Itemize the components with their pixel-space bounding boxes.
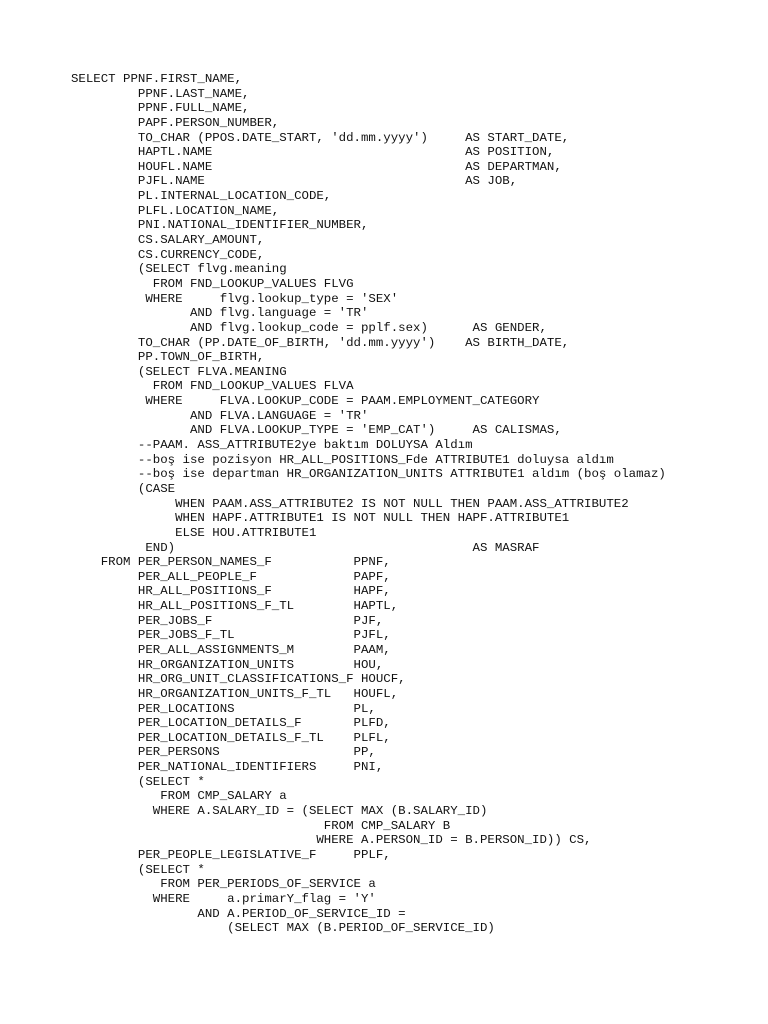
code-line: WHEN PAAM.ASS_ATTRIBUTE2 IS NOT NULL THEN PAAM.ASS_ATTRIBUTE2 [71,496,629,511]
code-line: CS.SALARY_AMOUNT, [71,233,265,248]
code-line: PPNF.FULL_NAME, [71,101,250,116]
code-line: FROM CMP_SALARY a [71,789,287,804]
code-line: PJFL.NAME AS JOB, [71,174,518,189]
code-line: HOUFL.NAME AS DEPARTMAN, [71,159,562,174]
code-line: (CASE [71,481,176,496]
code-line: PER_JOBS_F PJF, [71,613,384,628]
code-line: (SELECT * [71,862,205,877]
code-line: FROM FND_LOOKUP_VALUES FLVG [71,276,354,291]
code-line: (SELECT MAX (B.PERIOD_OF_SERVICE_ID) [71,921,495,936]
code-line: AND A.PERIOD_OF_SERVICE_ID = [71,906,406,921]
code-line: FROM PER_PERSON_NAMES_F PPNF, [71,555,391,570]
code-line: PL.INTERNAL_LOCATION_CODE, [71,189,332,204]
code-line: TO_CHAR (PP.DATE_OF_BIRTH, 'dd.mm.yyyy') AS BIRTH_DATE, [71,335,570,350]
code-line: HR_ORGANIZATION_UNITS HOU, [71,657,384,672]
code-line: PER_PERSONS PP, [71,745,376,760]
code-line: HR_ALL_POSITIONS_F_TL HAPTL, [71,599,399,614]
code-line: AND FLVA.LOOKUP_TYPE = 'EMP_CAT') AS CALISMAS, [71,423,562,438]
code-line: PER_LOCATIONS PL, [71,701,376,716]
code-line: FROM PER_PERIODS_OF_SERVICE a [71,877,376,892]
code-line: (SELECT flvg.meaning [71,262,287,277]
code-line: (SELECT * [71,774,205,789]
code-line: PLFL.LOCATION_NAME, [71,203,280,218]
code-line: (SELECT FLVA.MEANING [71,364,287,379]
code-line: --boş ise pozisyon HR_ALL_POSITIONS_Fde ATTRIBUTE1 doluysa aldım [71,452,614,467]
code-line: TO_CHAR (PPOS.DATE_START, 'dd.mm.yyyy') AS START_DATE, [71,130,570,145]
code-line: HR_ORGANIZATION_UNITS_F_TL HOUFL, [71,686,399,701]
code-line: WHERE FLVA.LOOKUP_CODE = PAAM.EMPLOYMENT_CATEGORY [71,394,540,409]
code-line: PPNF.LAST_NAME, [71,86,250,101]
code-line: PER_LOCATION_DETAILS_F PLFD, [71,716,391,731]
code-line: PER_NATIONAL_IDENTIFIERS PNI, [71,760,384,775]
code-line: PER_ALL_PEOPLE_F PAPF, [71,569,391,584]
code-line: WHERE A.SALARY_ID = (SELECT MAX (B.SALARY_ID) [71,804,488,819]
code-line: WHERE A.PERSON_ID = B.PERSON_ID)) CS, [71,833,592,848]
code-line: CS.CURRENCY_CODE, [71,247,265,262]
code-line: PER_PEOPLE_LEGISLATIVE_F PPLF, [71,847,391,862]
code-line: HAPTL.NAME AS POSITION, [71,145,555,160]
code-line: PER_JOBS_F_TL PJFL, [71,628,391,643]
code-line: SELECT PPNF.FIRST_NAME, [71,72,243,86]
code-line: --PAAM. ASS_ATTRIBUTE2ye baktım DOLUYSA Aldım [71,438,473,453]
code-line: AND flvg.lookup_code = pplf.sex) AS GENDER, [71,320,547,335]
code-line: PER_ALL_ASSIGNMENTS_M PAAM, [71,642,391,657]
sql-code-block [71,72,666,936]
code-line: HR_ALL_POSITIONS_F HAPF, [71,584,391,599]
code-line: WHERE flvg.lookup_type = 'SEX' [71,291,399,306]
code-line: END) AS MASRAF [71,540,540,555]
code-line: PNI.NATIONAL_IDENTIFIER_NUMBER, [71,218,369,233]
code-line: ELSE HOU.ATTRIBUTE1 [71,525,317,540]
code-line: WHEN HAPF.ATTRIBUTE1 IS NOT NULL THEN HAPF.ATTRIBUTE1 [71,511,570,526]
code-line: WHERE a.primarY_flag = 'Y' [71,891,376,906]
code-line: HR_ORG_UNIT_CLASSIFICATIONS_F HOUCF, [71,672,406,687]
code-line: --boş ise departman HR_ORGANIZATION_UNITS ATTRIBUTE1 aldım (boş olamaz) [71,467,666,482]
code-line: FROM CMP_SALARY B [71,818,451,833]
code-line: PER_LOCATION_DETAILS_F_TL PLFL, [71,730,391,745]
code-line: AND FLVA.LANGUAGE = 'TR' [71,408,369,423]
code-line: PAPF.PERSON_NUMBER, [71,115,280,130]
code-line: FROM FND_LOOKUP_VALUES FLVA [71,379,354,394]
code-line: PP.TOWN_OF_BIRTH, [71,350,265,365]
code-line: AND flvg.language = 'TR' [71,306,369,321]
